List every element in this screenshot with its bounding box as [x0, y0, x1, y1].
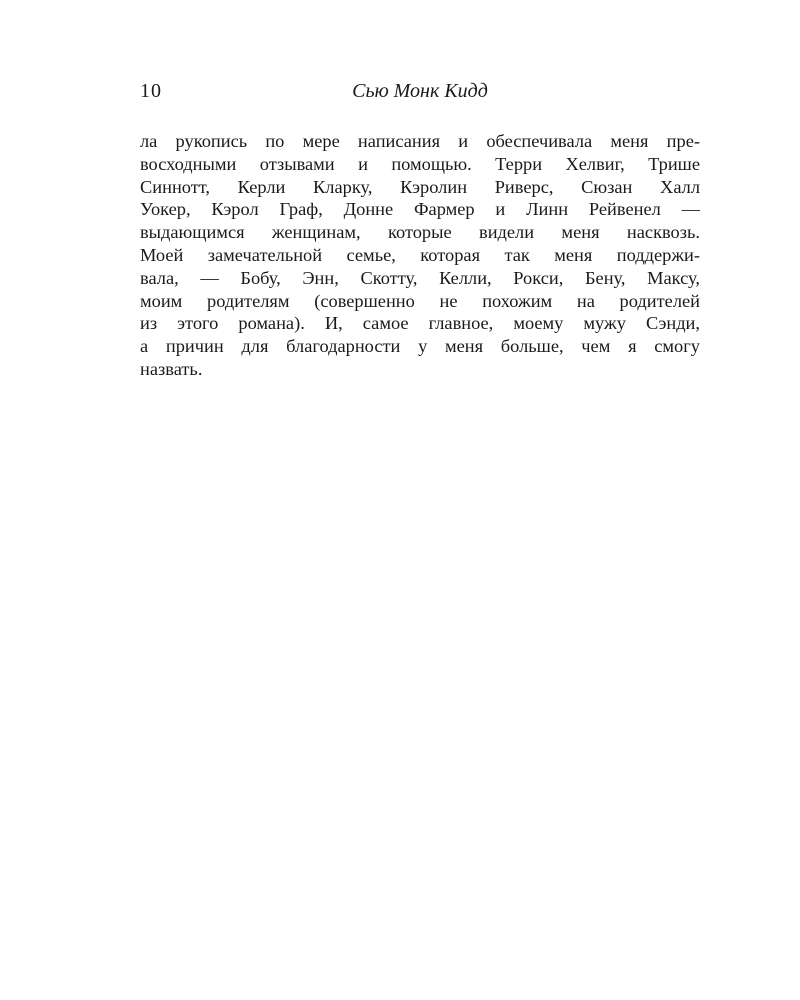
- text-line: ла рукопись по мере написания и обеспечивала меня пре-: [140, 131, 700, 151]
- body-text: [140, 130, 700, 381]
- text-line: назвать.: [140, 358, 203, 379]
- running-title: Сью Монк Кидд: [352, 80, 488, 102]
- text-line: выдающимся женщинам, которые видели меня насквозь.: [140, 222, 700, 243]
- text-line: Уокер, Кэрол Граф, Донне Фармер и Линн Рейвенел —: [140, 199, 700, 220]
- text-line: моим родителям (совершенно не похожим на родителей: [140, 290, 700, 311]
- text-line: восходными отзывами и помощью. Терри Хелвиг, Трише: [140, 153, 700, 174]
- text-line: Синнотт, Керли Кларку, Кэролин Риверс, Сюзан Халл: [140, 176, 700, 197]
- text-line: вала, — Бобу, Энн, Скотту, Келли, Рокси, Бену, Максу,: [140, 267, 700, 288]
- text-line: из этого романа). И, самое главное, моему мужу Сэнди,: [140, 313, 700, 334]
- text-line: Моей замечательной семье, которая так меня поддержи-: [140, 244, 700, 265]
- running-head: [140, 80, 700, 108]
- text-line: а причин для благодарности у меня больше, чем я смогу: [140, 336, 700, 357]
- page-number: 10: [140, 80, 162, 102]
